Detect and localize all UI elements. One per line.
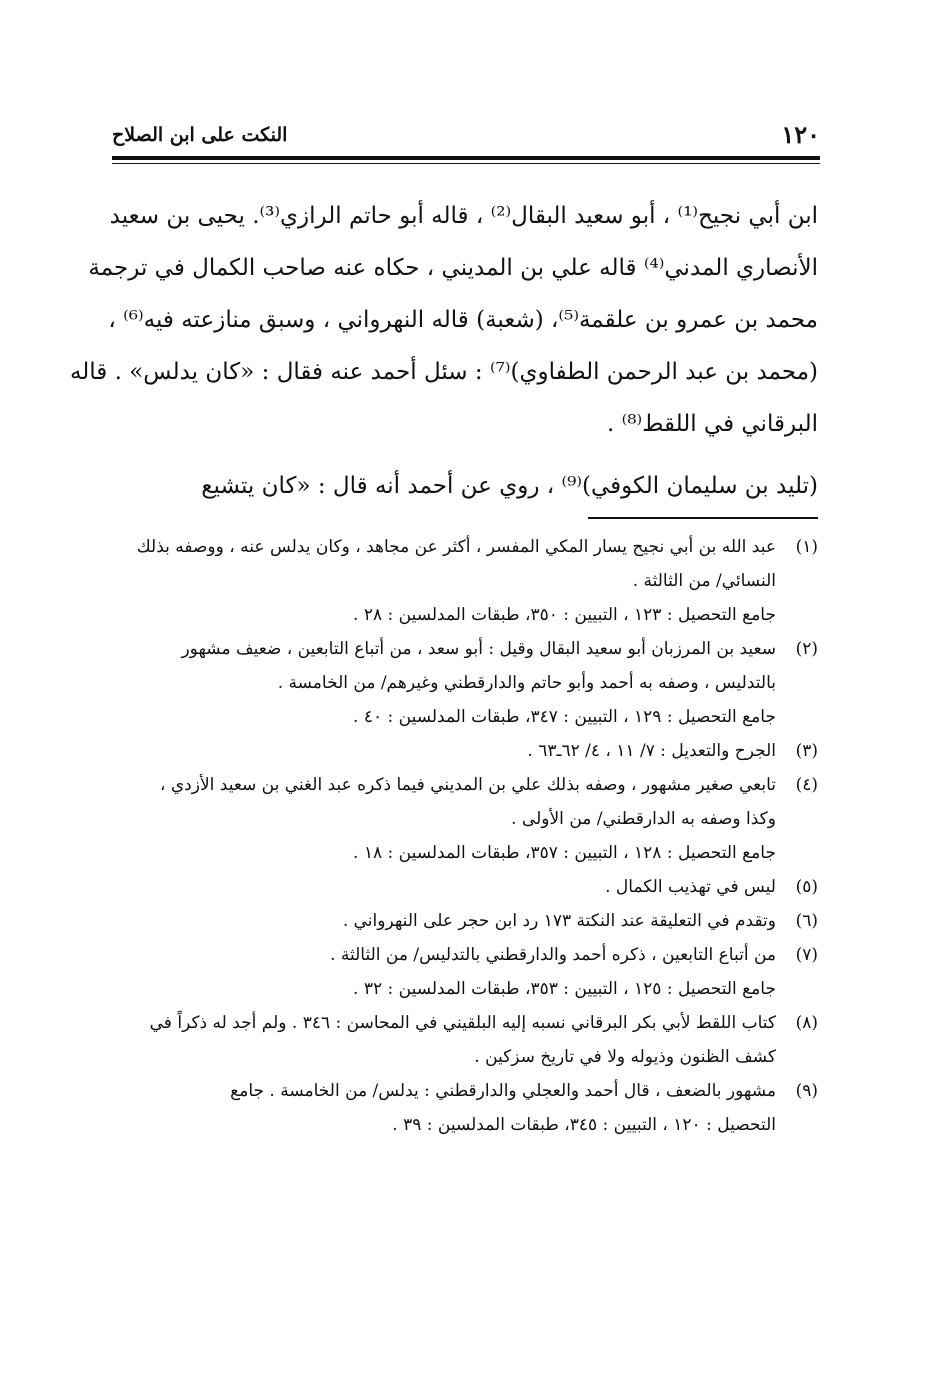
footnote-number: (٧) — [795, 945, 818, 965]
footnote-separator — [588, 517, 818, 519]
footnote-text: النسائي/ من الثالثة . — [632, 571, 776, 591]
header-rule-thin — [112, 163, 820, 164]
text-line: محمد بن عمرو بن علقمة⁽⁵⁾، (شعبة) قاله النهرواني ، وسبق منازعته فيه⁽⁶⁾ ، — [108, 307, 818, 333]
footnote-text: عبد الله بن أبي نجيح يسار المكي المفسر ، أكثر عن مجاهد ، وكان يدلس عنه ، ووصفه بذلك — [136, 537, 776, 557]
footnote — [118, 734, 818, 768]
footnote — [118, 632, 818, 734]
footnote-number: (٣) — [795, 741, 818, 761]
header-rule — [112, 156, 820, 160]
footnote — [118, 530, 818, 632]
footnote-number: (٤) — [795, 775, 818, 795]
footnote — [118, 938, 818, 1006]
footnote-text: كتاب اللقط لأبي بكر البرقاني نسبه إليه البلقيني في المحاسن : ٣٤٦ . ولم أجد له ذكراً في — [149, 1013, 776, 1033]
text-line: (محمد بن عبد الرحمن الطفاوي)⁽⁷⁾ : سئل أحمد عنه فقال : «كان يدلس» . قاله — [69, 359, 818, 385]
footnote-text: تابعي صغير مشهور ، وصفه بذلك علي بن المديني فيما ذكره عبد الغني بن سعيد الأزدي ، — [159, 775, 776, 795]
footnote-source: جامع التحصيل : ١٢٨ ، التبيين : ٣٥٧، طبقات المدلسين : ١٨ . — [353, 843, 776, 863]
footnote — [118, 768, 818, 870]
footnote-number: (٢) — [795, 639, 818, 659]
footnote-number: (٨) — [795, 1013, 818, 1033]
footnote-text: التحصيل : ١٢٠ ، التبيين : ٣٤٥، طبقات المدلسين : ٣٩ . — [392, 1115, 776, 1135]
footnote — [118, 1074, 818, 1142]
footnote-number: (٥) — [795, 877, 818, 897]
footnote-source: جامع التحصيل : ١٢٩ ، التبيين : ٣٤٧، طبقات المدلسين : ٤٠ . — [353, 707, 776, 727]
footnote-text: وتقدم في التعليقة عند النكتة ١٧٣ رد ابن حجر على النهرواني . — [342, 911, 776, 931]
page-number: ١٢٠ — [781, 120, 820, 149]
footnote — [118, 870, 818, 904]
footnote-source: جامع التحصيل : ١٢٥ ، التبيين : ٣٥٣، طبقات المدلسين : ٣٢ . — [353, 979, 776, 999]
footnote-text: بالتدليس ، وصفه به أحمد وأبو حاتم والدارقطني وغيرهم/ من الخامسة . — [277, 673, 776, 693]
text-line: ابن أبي نجيح⁽¹⁾ ، أبو سعيد البقال⁽²⁾ ، قاله أبو حاتم الرازي⁽³⁾. يحيى بن سعيد — [109, 203, 818, 229]
footnote-text: كشف الظنون وذيوله ولا في تاريخ سزكين . — [474, 1047, 776, 1067]
footnote-text: مشهور بالضعف ، قال أحمد والعجلي والدارقطني : يدلس/ من الخامسة . جامع — [230, 1081, 776, 1101]
footnote-source: جامع التحصيل : ١٢٣ ، التبيين : ٣٥٠، طبقات المدلسين : ٢٨ . — [353, 605, 776, 625]
main-text — [69, 190, 818, 512]
footnote-text: سعيد بن المرزبان أبو سعيد البقال وقيل : أبو سعد ، من أتباع التابعين ، ضعيف مشهور — [181, 639, 776, 659]
running-title: النكت على ابن الصلاح — [112, 124, 288, 146]
footnote-text: من أتباع التابعين ، ذكره أحمد والدارقطني بالتدليس/ من الثالثة . — [330, 945, 776, 965]
footnote-number: (٩) — [795, 1081, 818, 1101]
footnote-number: (١) — [795, 537, 818, 557]
footnote-number: (٦) — [795, 911, 818, 931]
footnote — [118, 1006, 818, 1074]
text-line: البرقاني في اللقط⁽⁸⁾ . — [606, 411, 818, 437]
footnote-text: ليس في تهذيب الكمال . — [605, 877, 776, 897]
text-line: (تليد بن سليمان الكوفي)⁽⁹⁾ ، روي عن أحمد أنه قال : «كان يتشيع — [201, 473, 818, 499]
text-line: الأنصاري المدني⁽⁴⁾ قاله علي بن المديني ، حكاه عنه صاحب الكمال في ترجمة — [88, 255, 818, 281]
footnotes — [118, 530, 818, 1142]
footnote-text: وكذا وصفه به الدارقطني/ من الأولى . — [511, 809, 776, 829]
footnote — [118, 904, 818, 938]
page-header — [112, 116, 820, 156]
footnote-text: الجرح والتعديل : ٧/ ١١ ، ٤/ ٦٢ـ٦٣ . — [527, 741, 776, 761]
